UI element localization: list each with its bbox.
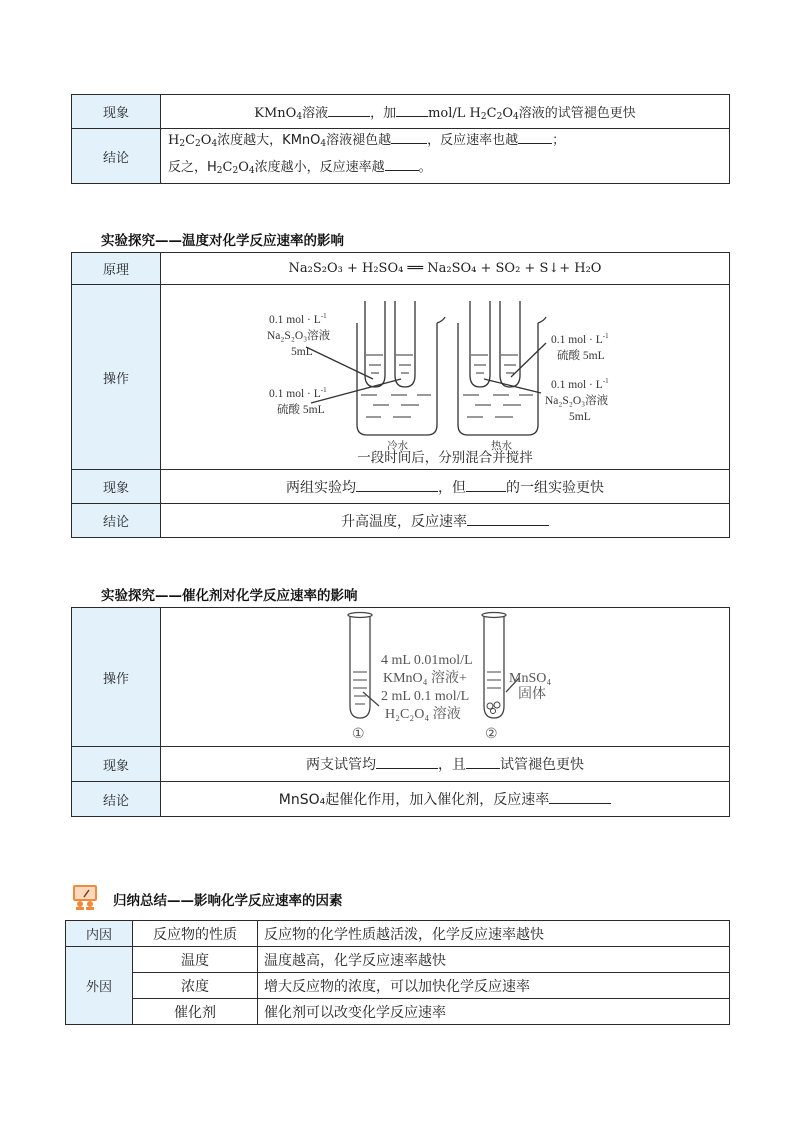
internal-desc: 反应物的化学性质越活泼，化学反应速率越快	[258, 921, 730, 947]
label-concentration-2: 0.1 mol · L	[269, 388, 321, 400]
internal-factor: 反应物的性质	[133, 921, 258, 947]
row-label-phenomenon-3: 现象	[72, 747, 161, 782]
label-hot-water: 热水	[491, 441, 512, 452]
blank-7[interactable]	[466, 479, 506, 492]
conclusion-cell-2: 升高温度，反应速率	[161, 504, 730, 538]
label-h2so4-left: 硫酸 5mL	[277, 404, 325, 416]
label-solid: 固体	[518, 687, 546, 702]
figure-caption: 一段时间后，分别混合并搅拌	[357, 450, 533, 466]
test-tube-left-2	[395, 301, 415, 387]
svg-text:0.1 mol · L-1: 0.1 mol · $L^{-1}$	[551, 332, 609, 346]
test-tube-left-1	[365, 301, 385, 387]
factor-concentration: 浓度	[133, 973, 258, 999]
section-title-catalyst: 实验探究——催化剂对化学反应速率的影响	[101, 588, 358, 604]
blank-5[interactable]	[385, 158, 419, 171]
label-volume-right: 5mL	[569, 411, 591, 423]
blank-6[interactable]	[356, 479, 438, 492]
row-label-conclusion: 结论	[72, 129, 161, 184]
label-h2c2o4-amount: 2 mL 0.1 mol/L	[381, 689, 470, 704]
label-external: 外因	[66, 947, 133, 1025]
blank-8[interactable]	[467, 513, 549, 526]
blank-11[interactable]	[549, 791, 611, 804]
desc-catalyst: 催化剂可以改变化学反应速率	[258, 999, 730, 1025]
catalyst-figure-cell	[161, 608, 730, 747]
conclusion-cell: $H_2C_2O_4$浓度越大，KMnO$_4$溶液褪色越 ，反应速率也越 ； 反之，$H_2C_2O_4$浓度越小，反应速率越 。	[161, 129, 730, 184]
table-summary	[65, 920, 730, 1025]
label-internal: 内因	[66, 921, 133, 947]
label-concentration-4: 0.1 mol · L	[551, 379, 603, 391]
table-temperature	[71, 252, 730, 538]
label-kmno4-amount: 4 mL 0.01mol/L	[381, 653, 473, 668]
temperature-figure-cell	[161, 285, 730, 470]
label-na2s2o3-right: Na₂S₂O₃溶液	[545, 395, 609, 407]
blank-4[interactable]	[518, 131, 552, 144]
label-na2s2o3-left: Na₂S₂O₃溶液	[267, 330, 331, 342]
table-catalyst	[71, 607, 730, 817]
test-tube-right-2	[500, 301, 520, 387]
blank-1[interactable]	[328, 104, 370, 117]
blank-9[interactable]	[376, 756, 438, 769]
label-h2so4-right: 硫酸 5mL	[557, 350, 605, 362]
desc-temperature: 温度越高，化学反应速率越快	[258, 947, 730, 973]
factor-temperature: 温度	[133, 947, 258, 973]
svg-text:0.1 mol · L-1: 0.1 mol · $L^{-1}$	[551, 377, 609, 391]
label-tube-2: ②	[485, 727, 498, 742]
label-tube-1: ①	[352, 727, 365, 742]
test-tube-1	[350, 616, 370, 718]
blank-3[interactable]	[391, 131, 427, 144]
svg-text:0.1 mol · L-1: 0.1 mol · $L^{-1}$	[269, 386, 327, 400]
label-concentration-3: 0.1 mol · L	[551, 334, 603, 346]
factor-catalyst: 催化剂	[133, 999, 258, 1025]
blank-2[interactable]	[396, 104, 428, 117]
table-concentration-result	[71, 94, 730, 184]
blank-10[interactable]	[466, 756, 500, 769]
row-label-conclusion-2: 结论	[72, 504, 161, 538]
phenomenon-cell-2: 两组实验均 ，但 的一组实验更快	[161, 470, 730, 504]
catalyst-experiment-diagram	[161, 608, 730, 746]
label-kmno4-solution: KMnO₄ 溶液+	[383, 671, 467, 686]
equation: Na₂S₂O₃ + H₂SO₄ ══ Na₂SO₄ + SO₂ + S↓+ H₂O	[161, 253, 730, 285]
row-label-phenomenon: 现象	[72, 95, 161, 129]
beaker-cold	[357, 323, 437, 435]
row-label-operation-3: 操作	[72, 608, 161, 747]
label-h2c2o4-solution: H₂C₂O₄ 溶液	[385, 707, 461, 722]
section-title-temperature: 实验探究——温度对化学反应速率的影响	[101, 233, 344, 249]
row-label-conclusion-3: 结论	[72, 782, 161, 817]
summary-icon	[72, 884, 98, 910]
test-tube-2	[484, 616, 504, 718]
row-label-phenomenon-2: 现象	[72, 470, 161, 504]
temperature-experiment-diagram	[161, 285, 730, 469]
test-tube-right-1	[470, 301, 490, 387]
label-mnso4: MnSO₄	[509, 671, 552, 686]
row-label-principle: 原理	[72, 253, 161, 285]
phenomenon-cell-3: 两支试管均 ，且 试管褪色更快	[161, 747, 730, 782]
desc-concentration: 增大反应物的浓度，可以加快化学反应速率	[258, 973, 730, 999]
conclusion-cell-3: MnSO₄起催化作用，加入催化剂，反应速率	[161, 782, 730, 817]
svg-text:0.1 mol · L-1: 0.1 mol · $L^{-1}$	[269, 312, 327, 326]
label-concentration-1: 0.1 mol · L	[269, 314, 321, 326]
phenomenon-cell: KMnO$_4$溶液 ，加 mol/L $H_2C_2O_4$溶液的试管褪色更快	[161, 95, 730, 129]
row-label-operation: 操作	[72, 285, 161, 470]
label-volume-left: 5mL	[291, 346, 313, 358]
label-cold-water: 冷水	[387, 441, 408, 452]
section-title-summary: 归纳总结——影响化学反应速率的因素	[113, 893, 343, 909]
